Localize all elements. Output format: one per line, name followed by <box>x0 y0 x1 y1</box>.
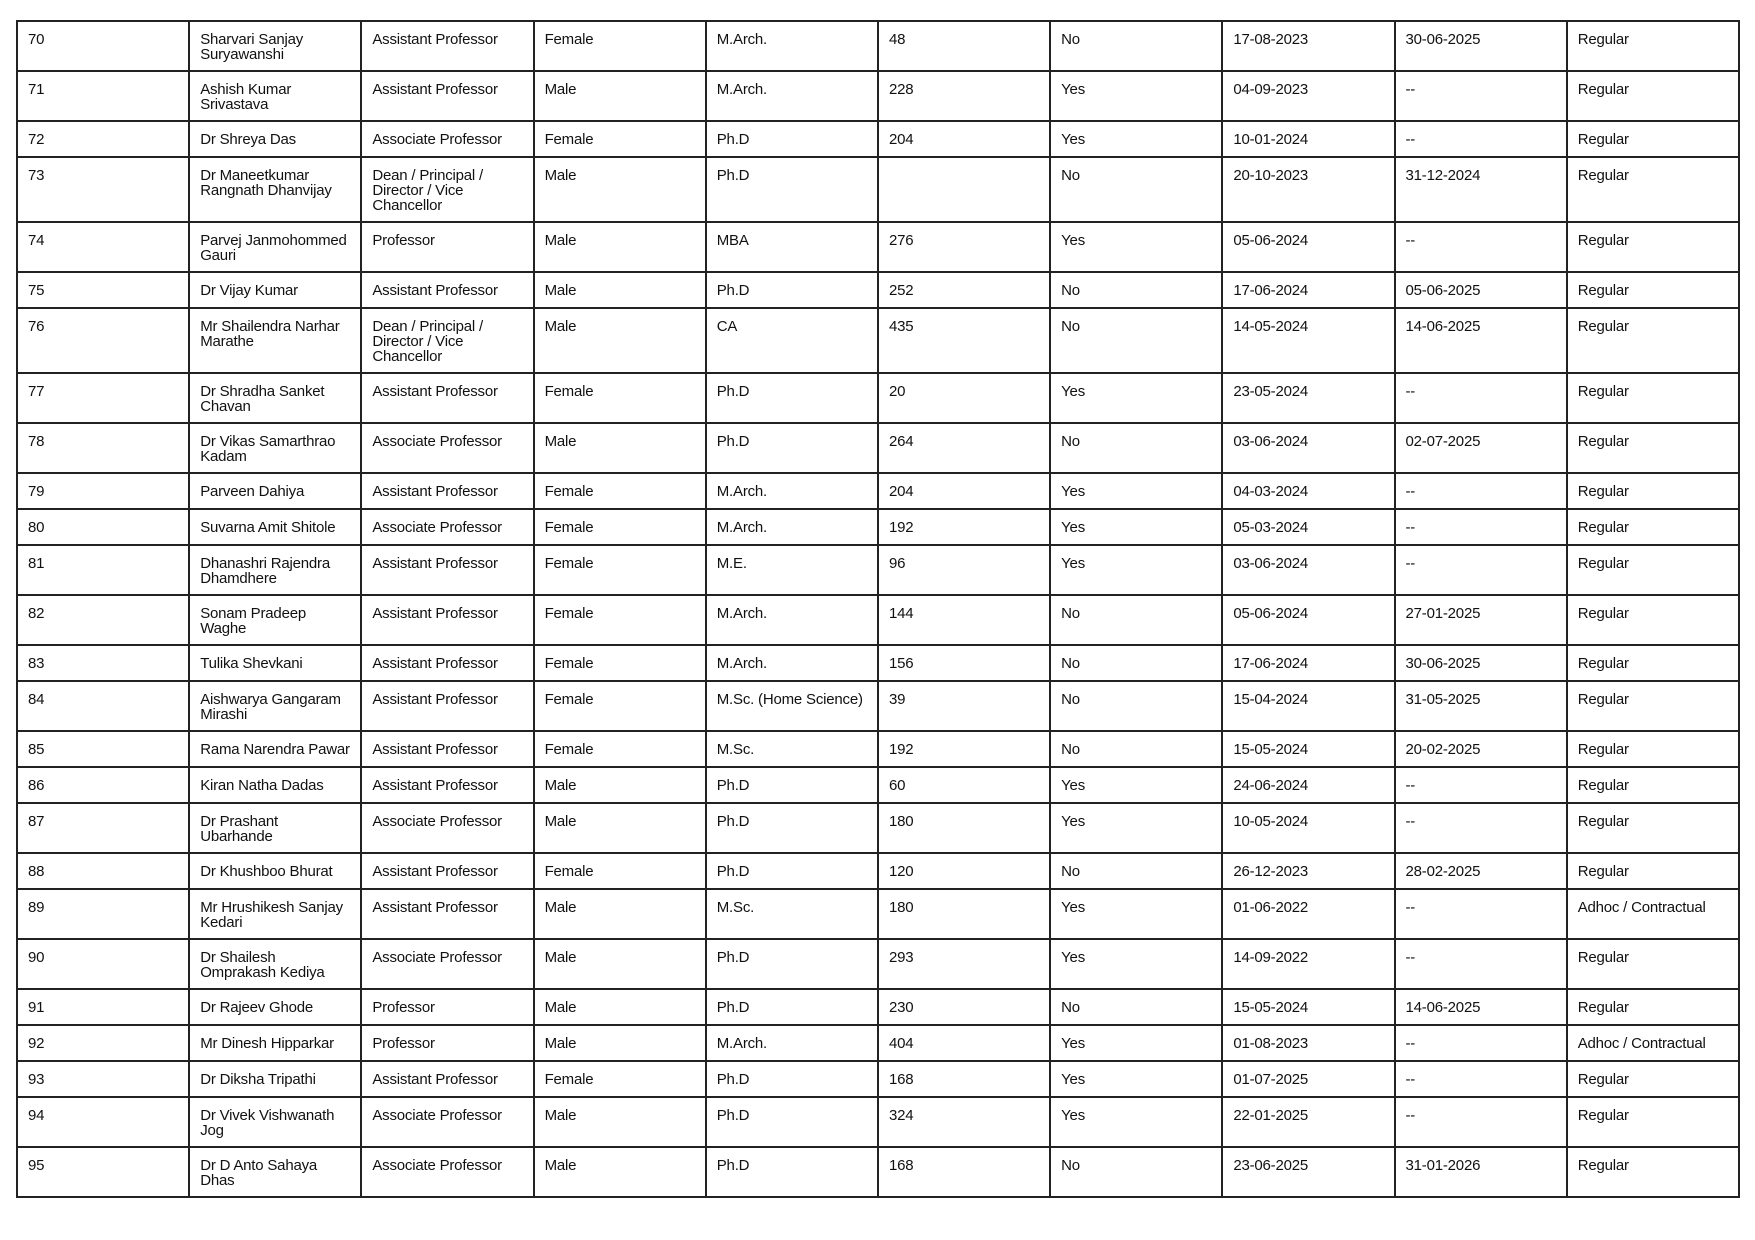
cell-qualification: Ph.D <box>706 1061 878 1097</box>
cell-currently-associated: No <box>1050 645 1222 681</box>
cell-qualification: Ph.D <box>706 1097 878 1147</box>
cell-joining-date: 01-07-2025 <box>1222 1061 1394 1097</box>
cell-faculty-name: Rama Narendra Pawar <box>189 731 361 767</box>
cell-gender: Female <box>534 1061 706 1097</box>
cell-appointment-type: Regular <box>1567 645 1739 681</box>
cell-qualification: M.Sc. <box>706 731 878 767</box>
cell-faculty-name: Dr Prashant Ubarhande <box>189 803 361 853</box>
cell-experience-months: 276 <box>878 222 1050 272</box>
cell-faculty-name: Dr Maneetkumar Rangnath Dhanvijay <box>189 157 361 222</box>
table-row <box>17 423 1739 473</box>
cell-joining-date: 23-06-2025 <box>1222 1147 1394 1197</box>
cell-currently-associated: Yes <box>1050 803 1222 853</box>
cell-qualification: Ph.D <box>706 767 878 803</box>
cell-currently-associated: Yes <box>1050 1025 1222 1061</box>
cell-qualification: CA <box>706 308 878 373</box>
cell-gender: Male <box>534 803 706 853</box>
cell-designation: Associate Professor <box>361 1147 533 1197</box>
cell-gender: Male <box>534 939 706 989</box>
cell-serial-number: 74 <box>17 222 189 272</box>
table-row <box>17 545 1739 595</box>
cell-gender: Female <box>534 645 706 681</box>
cell-faculty-name: Dr Shailesh Omprakash Kediya <box>189 939 361 989</box>
cell-serial-number: 73 <box>17 157 189 222</box>
cell-designation: Assistant Professor <box>361 373 533 423</box>
cell-qualification: Ph.D <box>706 853 878 889</box>
cell-gender: Female <box>534 509 706 545</box>
cell-leaving-date: -- <box>1395 373 1567 423</box>
table-row <box>17 989 1739 1025</box>
cell-appointment-type: Regular <box>1567 21 1739 71</box>
cell-appointment-type: Adhoc / Contractual <box>1567 889 1739 939</box>
cell-appointment-type: Regular <box>1567 853 1739 889</box>
cell-currently-associated: No <box>1050 989 1222 1025</box>
cell-serial-number: 84 <box>17 681 189 731</box>
cell-currently-associated: No <box>1050 1147 1222 1197</box>
cell-faculty-name: Dr Shradha Sanket Chavan <box>189 373 361 423</box>
cell-qualification: Ph.D <box>706 272 878 308</box>
cell-qualification: M.Arch. <box>706 645 878 681</box>
cell-designation: Assistant Professor <box>361 473 533 509</box>
cell-joining-date: 17-08-2023 <box>1222 21 1394 71</box>
cell-gender: Female <box>534 473 706 509</box>
cell-leaving-date: -- <box>1395 71 1567 121</box>
cell-experience-months: 96 <box>878 545 1050 595</box>
cell-currently-associated: Yes <box>1050 1097 1222 1147</box>
cell-joining-date: 03-06-2024 <box>1222 545 1394 595</box>
cell-gender: Female <box>534 21 706 71</box>
cell-currently-associated: No <box>1050 308 1222 373</box>
cell-experience-months: 252 <box>878 272 1050 308</box>
cell-appointment-type: Regular <box>1567 681 1739 731</box>
cell-currently-associated: Yes <box>1050 939 1222 989</box>
table-row <box>17 1025 1739 1061</box>
cell-appointment-type: Regular <box>1567 1147 1739 1197</box>
cell-leaving-date: -- <box>1395 1061 1567 1097</box>
cell-leaving-date: 02-07-2025 <box>1395 423 1567 473</box>
cell-joining-date: 15-04-2024 <box>1222 681 1394 731</box>
cell-faculty-name: Mr Hrushikesh Sanjay Kedari <box>189 889 361 939</box>
cell-serial-number: 91 <box>17 989 189 1025</box>
cell-gender: Male <box>534 157 706 222</box>
cell-designation: Associate Professor <box>361 423 533 473</box>
cell-leaving-date: -- <box>1395 509 1567 545</box>
cell-designation: Professor <box>361 222 533 272</box>
cell-serial-number: 72 <box>17 121 189 157</box>
cell-experience-months <box>878 157 1050 222</box>
cell-faculty-name: Tulika Shevkani <box>189 645 361 681</box>
cell-qualification: M.Sc. (Home Science) <box>706 681 878 731</box>
cell-serial-number: 92 <box>17 1025 189 1061</box>
cell-serial-number: 71 <box>17 71 189 121</box>
table-row <box>17 803 1739 853</box>
cell-designation: Assistant Professor <box>361 731 533 767</box>
cell-appointment-type: Regular <box>1567 121 1739 157</box>
cell-currently-associated: No <box>1050 853 1222 889</box>
table-row <box>17 21 1739 71</box>
cell-gender: Male <box>534 767 706 803</box>
cell-designation: Dean / Principal / Director / Vice Chancellor <box>361 157 533 222</box>
table-row <box>17 939 1739 989</box>
cell-gender: Female <box>534 731 706 767</box>
cell-appointment-type: Regular <box>1567 731 1739 767</box>
cell-appointment-type: Regular <box>1567 939 1739 989</box>
cell-qualification: MBA <box>706 222 878 272</box>
table-row <box>17 272 1739 308</box>
cell-qualification: M.Arch. <box>706 71 878 121</box>
cell-appointment-type: Regular <box>1567 989 1739 1025</box>
cell-appointment-type: Regular <box>1567 595 1739 645</box>
cell-currently-associated: No <box>1050 595 1222 645</box>
table-row <box>17 681 1739 731</box>
cell-gender: Male <box>534 1147 706 1197</box>
cell-faculty-name: Kiran Natha Dadas <box>189 767 361 803</box>
cell-experience-months: 60 <box>878 767 1050 803</box>
cell-gender: Male <box>534 423 706 473</box>
cell-faculty-name: Aishwarya Gangaram Mirashi <box>189 681 361 731</box>
cell-leaving-date: -- <box>1395 767 1567 803</box>
cell-designation: Professor <box>361 1025 533 1061</box>
cell-qualification: Ph.D <box>706 373 878 423</box>
cell-serial-number: 89 <box>17 889 189 939</box>
cell-serial-number: 79 <box>17 473 189 509</box>
cell-designation: Assistant Professor <box>361 545 533 595</box>
cell-designation: Assistant Professor <box>361 889 533 939</box>
cell-serial-number: 87 <box>17 803 189 853</box>
cell-designation: Assistant Professor <box>361 272 533 308</box>
cell-experience-months: 144 <box>878 595 1050 645</box>
cell-gender: Female <box>534 121 706 157</box>
cell-designation: Assistant Professor <box>361 21 533 71</box>
cell-serial-number: 83 <box>17 645 189 681</box>
cell-joining-date: 14-09-2022 <box>1222 939 1394 989</box>
cell-gender: Male <box>534 889 706 939</box>
cell-joining-date: 10-05-2024 <box>1222 803 1394 853</box>
cell-experience-months: 204 <box>878 473 1050 509</box>
table-row <box>17 731 1739 767</box>
cell-faculty-name: Parvej Janmohommed Gauri <box>189 222 361 272</box>
cell-experience-months: 180 <box>878 889 1050 939</box>
cell-designation: Assistant Professor <box>361 853 533 889</box>
cell-serial-number: 82 <box>17 595 189 645</box>
cell-leaving-date: -- <box>1395 803 1567 853</box>
cell-designation: Associate Professor <box>361 121 533 157</box>
table-row <box>17 308 1739 373</box>
cell-leaving-date: 31-12-2024 <box>1395 157 1567 222</box>
cell-qualification: Ph.D <box>706 939 878 989</box>
cell-serial-number: 75 <box>17 272 189 308</box>
cell-serial-number: 86 <box>17 767 189 803</box>
cell-appointment-type: Regular <box>1567 545 1739 595</box>
cell-appointment-type: Regular <box>1567 272 1739 308</box>
cell-designation: Associate Professor <box>361 509 533 545</box>
cell-faculty-name: Ashish Kumar Srivastava <box>189 71 361 121</box>
cell-qualification: Ph.D <box>706 803 878 853</box>
cell-experience-months: 168 <box>878 1061 1050 1097</box>
cell-currently-associated: No <box>1050 21 1222 71</box>
cell-experience-months: 228 <box>878 71 1050 121</box>
cell-currently-associated: No <box>1050 731 1222 767</box>
cell-experience-months: 435 <box>878 308 1050 373</box>
cell-gender: Male <box>534 1097 706 1147</box>
cell-appointment-type: Regular <box>1567 157 1739 222</box>
cell-experience-months: 264 <box>878 423 1050 473</box>
cell-experience-months: 230 <box>878 989 1050 1025</box>
cell-currently-associated: Yes <box>1050 121 1222 157</box>
cell-faculty-name: Dr Vijay Kumar <box>189 272 361 308</box>
cell-faculty-name: Dr Diksha Tripathi <box>189 1061 361 1097</box>
cell-joining-date: 17-06-2024 <box>1222 645 1394 681</box>
cell-qualification: Ph.D <box>706 121 878 157</box>
cell-appointment-type: Regular <box>1567 767 1739 803</box>
cell-experience-months: 293 <box>878 939 1050 989</box>
cell-qualification: Ph.D <box>706 157 878 222</box>
table-row <box>17 853 1739 889</box>
cell-faculty-name: Dr Vikas Samarthrao Kadam <box>189 423 361 473</box>
cell-experience-months: 156 <box>878 645 1050 681</box>
cell-faculty-name: Sharvari Sanjay Suryawanshi <box>189 21 361 71</box>
cell-leaving-date: -- <box>1395 545 1567 595</box>
cell-serial-number: 95 <box>17 1147 189 1197</box>
cell-serial-number: 80 <box>17 509 189 545</box>
cell-appointment-type: Adhoc / Contractual <box>1567 1025 1739 1061</box>
cell-faculty-name: Mr Dinesh Hipparkar <box>189 1025 361 1061</box>
cell-serial-number: 93 <box>17 1061 189 1097</box>
cell-currently-associated: Yes <box>1050 1061 1222 1097</box>
cell-currently-associated: Yes <box>1050 373 1222 423</box>
cell-currently-associated: No <box>1050 272 1222 308</box>
cell-experience-months: 20 <box>878 373 1050 423</box>
cell-currently-associated: Yes <box>1050 545 1222 595</box>
cell-leaving-date: 27-01-2025 <box>1395 595 1567 645</box>
cell-joining-date: 04-09-2023 <box>1222 71 1394 121</box>
cell-serial-number: 94 <box>17 1097 189 1147</box>
cell-designation: Assistant Professor <box>361 71 533 121</box>
cell-gender: Male <box>534 989 706 1025</box>
cell-appointment-type: Regular <box>1567 373 1739 423</box>
cell-serial-number: 77 <box>17 373 189 423</box>
cell-gender: Male <box>534 222 706 272</box>
cell-designation: Dean / Principal / Director / Vice Chancellor <box>361 308 533 373</box>
cell-appointment-type: Regular <box>1567 473 1739 509</box>
cell-leaving-date: 30-06-2025 <box>1395 645 1567 681</box>
cell-joining-date: 01-06-2022 <box>1222 889 1394 939</box>
cell-qualification: M.E. <box>706 545 878 595</box>
cell-currently-associated: Yes <box>1050 767 1222 803</box>
cell-faculty-name: Dr Rajeev Ghode <box>189 989 361 1025</box>
cell-qualification: M.Arch. <box>706 1025 878 1061</box>
cell-appointment-type: Regular <box>1567 1097 1739 1147</box>
cell-gender: Male <box>534 308 706 373</box>
cell-leaving-date: -- <box>1395 939 1567 989</box>
cell-leaving-date: -- <box>1395 1097 1567 1147</box>
cell-leaving-date: 30-06-2025 <box>1395 21 1567 71</box>
cell-appointment-type: Regular <box>1567 803 1739 853</box>
cell-joining-date: 01-08-2023 <box>1222 1025 1394 1061</box>
cell-faculty-name: Parveen Dahiya <box>189 473 361 509</box>
cell-joining-date: 23-05-2024 <box>1222 373 1394 423</box>
cell-experience-months: 168 <box>878 1147 1050 1197</box>
cell-appointment-type: Regular <box>1567 222 1739 272</box>
cell-faculty-name: Dhanashri Rajendra Dhamdhere <box>189 545 361 595</box>
cell-qualification: M.Arch. <box>706 509 878 545</box>
table-row <box>17 595 1739 645</box>
cell-currently-associated: Yes <box>1050 71 1222 121</box>
cell-serial-number: 88 <box>17 853 189 889</box>
cell-appointment-type: Regular <box>1567 71 1739 121</box>
cell-leaving-date: 31-01-2026 <box>1395 1147 1567 1197</box>
table-row <box>17 767 1739 803</box>
cell-leaving-date: -- <box>1395 473 1567 509</box>
cell-experience-months: 192 <box>878 509 1050 545</box>
cell-gender: Male <box>534 1025 706 1061</box>
cell-currently-associated: Yes <box>1050 509 1222 545</box>
cell-designation: Assistant Professor <box>361 595 533 645</box>
cell-experience-months: 120 <box>878 853 1050 889</box>
cell-joining-date: 05-06-2024 <box>1222 222 1394 272</box>
cell-currently-associated: Yes <box>1050 473 1222 509</box>
cell-leaving-date: -- <box>1395 121 1567 157</box>
table-row <box>17 71 1739 121</box>
cell-joining-date: 05-06-2024 <box>1222 595 1394 645</box>
cell-appointment-type: Regular <box>1567 1061 1739 1097</box>
cell-gender: Female <box>534 373 706 423</box>
cell-gender: Female <box>534 853 706 889</box>
cell-experience-months: 192 <box>878 731 1050 767</box>
cell-leaving-date: -- <box>1395 889 1567 939</box>
cell-joining-date: 14-05-2024 <box>1222 308 1394 373</box>
cell-leaving-date: 05-06-2025 <box>1395 272 1567 308</box>
cell-designation: Associate Professor <box>361 803 533 853</box>
cell-leaving-date: -- <box>1395 222 1567 272</box>
cell-gender: Female <box>534 545 706 595</box>
cell-joining-date: 05-03-2024 <box>1222 509 1394 545</box>
cell-gender: Male <box>534 71 706 121</box>
cell-gender: Female <box>534 595 706 645</box>
cell-designation: Associate Professor <box>361 939 533 989</box>
cell-gender: Male <box>534 272 706 308</box>
faculty-table-body <box>17 21 1739 1197</box>
cell-leaving-date: 31-05-2025 <box>1395 681 1567 731</box>
cell-currently-associated: No <box>1050 423 1222 473</box>
cell-qualification: M.Sc. <box>706 889 878 939</box>
cell-serial-number: 70 <box>17 21 189 71</box>
cell-experience-months: 39 <box>878 681 1050 731</box>
cell-gender: Female <box>534 681 706 731</box>
cell-joining-date: 24-06-2024 <box>1222 767 1394 803</box>
cell-experience-months: 48 <box>878 21 1050 71</box>
cell-experience-months: 404 <box>878 1025 1050 1061</box>
cell-faculty-name: Suvarna Amit Shitole <box>189 509 361 545</box>
cell-appointment-type: Regular <box>1567 509 1739 545</box>
table-row <box>17 473 1739 509</box>
table-row <box>17 645 1739 681</box>
table-row <box>17 1097 1739 1147</box>
cell-faculty-name: Dr Shreya Das <box>189 121 361 157</box>
cell-faculty-name: Sonam Pradeep Waghe <box>189 595 361 645</box>
cell-qualification: Ph.D <box>706 1147 878 1197</box>
cell-joining-date: 17-06-2024 <box>1222 272 1394 308</box>
cell-faculty-name: Dr Vivek Vishwanath Jog <box>189 1097 361 1147</box>
cell-joining-date: 26-12-2023 <box>1222 853 1394 889</box>
table-row <box>17 509 1739 545</box>
cell-joining-date: 20-10-2023 <box>1222 157 1394 222</box>
cell-faculty-name: Mr Shailendra Narhar Marathe <box>189 308 361 373</box>
cell-leaving-date: 20-02-2025 <box>1395 731 1567 767</box>
cell-joining-date: 04-03-2024 <box>1222 473 1394 509</box>
cell-leaving-date: 14-06-2025 <box>1395 989 1567 1025</box>
cell-currently-associated: Yes <box>1050 222 1222 272</box>
cell-leaving-date: 14-06-2025 <box>1395 308 1567 373</box>
cell-designation: Assistant Professor <box>361 681 533 731</box>
cell-qualification: Ph.D <box>706 989 878 1025</box>
cell-experience-months: 204 <box>878 121 1050 157</box>
cell-qualification: Ph.D <box>706 423 878 473</box>
table-row <box>17 222 1739 272</box>
cell-qualification: M.Arch. <box>706 473 878 509</box>
cell-currently-associated: Yes <box>1050 889 1222 939</box>
cell-faculty-name: Dr D Anto Sahaya Dhas <box>189 1147 361 1197</box>
cell-joining-date: 22-01-2025 <box>1222 1097 1394 1147</box>
table-row <box>17 889 1739 939</box>
faculty-table <box>16 20 1740 1198</box>
cell-designation: Assistant Professor <box>361 645 533 681</box>
cell-currently-associated: No <box>1050 157 1222 222</box>
table-row <box>17 157 1739 222</box>
cell-faculty-name: Dr Khushboo Bhurat <box>189 853 361 889</box>
cell-experience-months: 180 <box>878 803 1050 853</box>
cell-appointment-type: Regular <box>1567 308 1739 373</box>
cell-experience-months: 324 <box>878 1097 1050 1147</box>
cell-joining-date: 10-01-2024 <box>1222 121 1394 157</box>
table-row <box>17 121 1739 157</box>
cell-serial-number: 85 <box>17 731 189 767</box>
cell-designation: Associate Professor <box>361 1097 533 1147</box>
cell-designation: Assistant Professor <box>361 767 533 803</box>
cell-currently-associated: No <box>1050 681 1222 731</box>
cell-qualification: M.Arch. <box>706 595 878 645</box>
cell-joining-date: 03-06-2024 <box>1222 423 1394 473</box>
cell-serial-number: 76 <box>17 308 189 373</box>
cell-qualification: M.Arch. <box>706 21 878 71</box>
cell-serial-number: 78 <box>17 423 189 473</box>
cell-designation: Assistant Professor <box>361 1061 533 1097</box>
cell-serial-number: 90 <box>17 939 189 989</box>
cell-appointment-type: Regular <box>1567 423 1739 473</box>
table-row <box>17 373 1739 423</box>
cell-designation: Professor <box>361 989 533 1025</box>
cell-leaving-date: 28-02-2025 <box>1395 853 1567 889</box>
cell-leaving-date: -- <box>1395 1025 1567 1061</box>
cell-serial-number: 81 <box>17 545 189 595</box>
cell-joining-date: 15-05-2024 <box>1222 989 1394 1025</box>
table-row <box>17 1061 1739 1097</box>
table-row <box>17 1147 1739 1197</box>
cell-joining-date: 15-05-2024 <box>1222 731 1394 767</box>
